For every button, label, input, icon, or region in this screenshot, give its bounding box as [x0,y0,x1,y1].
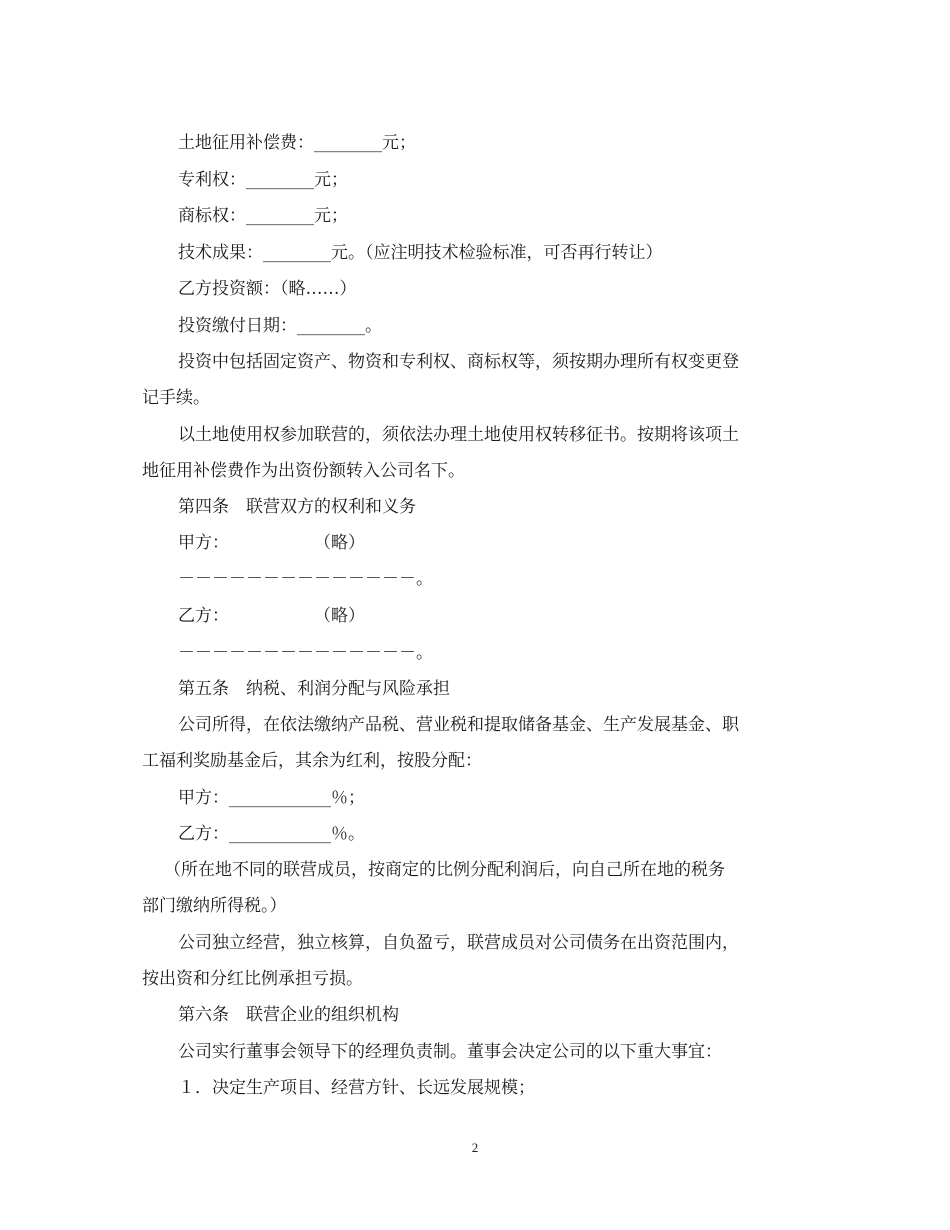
text-line: 乙方投资额：（略……） [178,279,357,299]
list-item: １．决定生产项目、经营方针、长远发展规模； [178,1078,535,1098]
section-heading: 第五条 纳税、利润分配与风险承担 [178,679,450,699]
section-heading: 第四条 联营双方的权利和义务 [178,497,416,517]
text-line: 工福利奖励基金后，其余为红利，按股分配： [142,751,482,771]
text-line: 公司实行董事会领导下的经理负责制。董事会决定公司的以下重大事宜： [178,1042,722,1062]
text-line: 公司独立经营，独立核算，自负盈亏，联营成员对公司债务在出资范围内， [178,933,739,953]
text-line: 乙方： （略） [178,606,365,626]
text-line: 土地征用补偿费：________元； [178,133,416,153]
dash-line: －－－－－－－－－－－－－－。 [178,569,433,589]
dash-line: －－－－－－－－－－－－－－。 [178,643,433,663]
text-line: 公司所得，在依法缴纳产品税、营业税和提取储备基金、生产发展基金、职 [178,715,739,735]
text-line: 记手续。 [142,388,210,408]
text-line: 技术成果：________元。（应注明技术检验标准，可否再行转让） [178,243,663,263]
text-line: 投资中包括固定资产、物资和专利权、商标权等，须按期办理所有权变更登 [178,352,739,372]
text-line: 投资缴付日期：________。 [178,316,382,336]
page-number: 2 [471,1140,479,1155]
text-line: 甲方： （略） [178,533,365,553]
text-line: 部门缴纳所得税。） [142,896,287,916]
text-line: 商标权：________元； [178,206,348,226]
section-heading: 第六条 联营企业的组织机构 [178,1005,399,1025]
text-line: 按出资和分红比例承担亏损。 [142,969,363,989]
text-line: 地征用补偿费作为出资份额转入公司名下。 [142,461,465,481]
text-line: 专利权：________元； [178,170,348,190]
text-line: 甲方：____________％； [178,788,365,808]
text-line: 乙方：____________％。 [178,824,365,844]
text-line: 以土地使用权参加联营的，须依法办理土地使用权转移征书。按期将该项土 [178,425,739,445]
text-line: （所在地不同的联营成员，按商定的比例分配利润后，向自己所在地的税务 [164,860,725,880]
